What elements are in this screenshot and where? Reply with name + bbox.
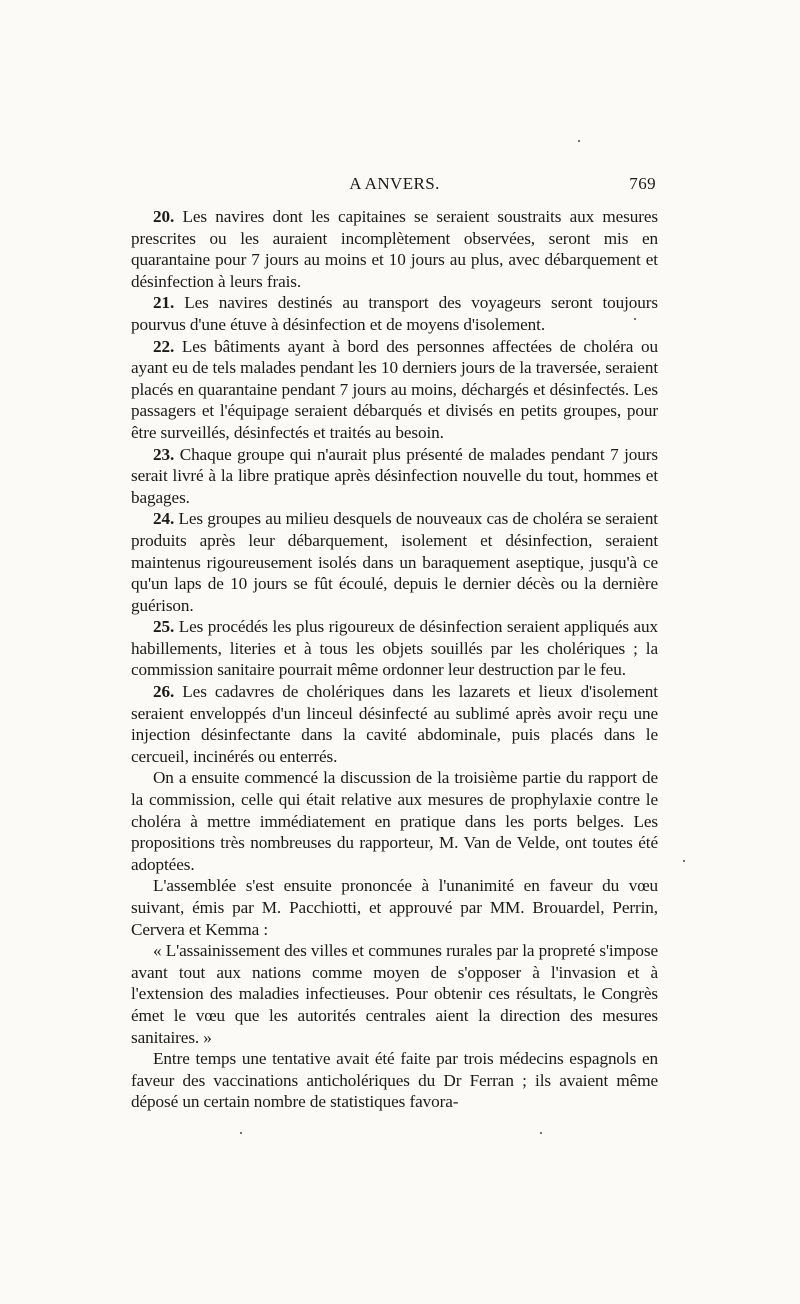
document-page	[131, 174, 658, 1113]
paragraph-22: 22. Les bâtiments ayant à bord des personnes affectées de choléra ou ayant eu de tels malades pendant les 10 derniers jours de la traversée, seraient placés en quarantaine pendant 7 jours au moins, déchargés et désinfectés. Les passagers et l'équipage seraient débarqués et divisés en petits groupes, pour être surveillés, désinfectés et traités au besoin.	[131, 336, 658, 442]
running-header	[131, 174, 658, 198]
page-number: 769	[629, 174, 656, 193]
paragraph-discussion: On a ensuite commencé la discussion de la troisième partie du rapport de la commission, celle qui était relative aux mesures de prophylaxie contre le choléra à mettre immédiatement en pratique dans les ports belges. Les propositions très nombreuses du rapporteur, M. Van de Velde, ont toutes été adoptées.	[131, 768, 658, 874]
paragraph-assemblee: L'assemblée s'est ensuite prononcée à l'unanimité en faveur du vœu suivant, émis par M. Pacchiotti, et approuvé par MM. Brouardel, Perrin, Cervera et Kemma :	[131, 876, 658, 939]
paragraph-quote: « L'assainissement des villes et communes rurales par la propreté s'impose avant tout aux nations comme moyen de s'opposer à l'invasion et à l'extension des maladies infectieuses. Pour obtenir ces résultats, le Congrès émet le vœu que les autorités centrales aient la direction des mesures sanitaires. »	[131, 941, 658, 1047]
paper-speck	[634, 318, 636, 320]
paper-speck	[540, 1132, 542, 1134]
paper-speck	[683, 860, 685, 862]
paragraph-23: 23. Chaque groupe qui n'aurait plus présenté de malades pendant 7 jours serait livré à la libre pratique après désinfection nouvelle du tout, hommes et bagages.	[131, 444, 658, 507]
paragraph-21: 21. Les navires destinés au transport des voyageurs seront toujours pourvus d'une étuve à désinfection et de moyens d'isolement.	[131, 293, 658, 334]
paragraph-26: 26. Les cadavres de cholériques dans les lazarets et lieux d'isolement seraient enveloppés d'un linceul désinfecté au sublimé après avoir reçu une injection désinfectante dans la cavité abdominale, puis placés dans le cercueil, incinérés ou enterrés.	[131, 682, 658, 766]
paper-speck	[578, 140, 580, 142]
paragraph-24: 24. Les groupes au milieu desquels de nouveaux cas de choléra se seraient produits après leur débarquement, isolement et désinfection, seraient maintenus rigoureusement isolés dans un baraquement aseptique, jusqu'à ce qu'un laps de 10 jours se fût écoulé, depuis le dernier décès ou la dernière guérison.	[131, 509, 658, 615]
paper-speck	[240, 1132, 242, 1134]
paragraph-20: 20. Les navires dont les capitaines se seraient soustraits aux mesures prescrites ou les auraient incomplètement observées, seront mis en quarantaine pour 7 jours au moins et 10 jours au plus, avec débarquement et désinfection à leurs frais.	[131, 207, 659, 291]
body-text	[131, 206, 658, 1113]
running-title: A ANVERS.	[349, 174, 440, 193]
paragraph-25: 25. Les procédés les plus rigoureux de désinfection seraient appliqués aux habillements, literies et à tous les objets souillés par les cholériques ; la commission sanitaire pourrait même ordonner leur destruction par le feu.	[131, 617, 658, 680]
paragraph-entre-temps: Entre temps une tentative avait été faite par trois médecins espagnols en faveur des vaccinations anticholériques du Dr Ferran ; ils avaient même déposé un certain nombre de statistiques favora-	[131, 1049, 658, 1112]
